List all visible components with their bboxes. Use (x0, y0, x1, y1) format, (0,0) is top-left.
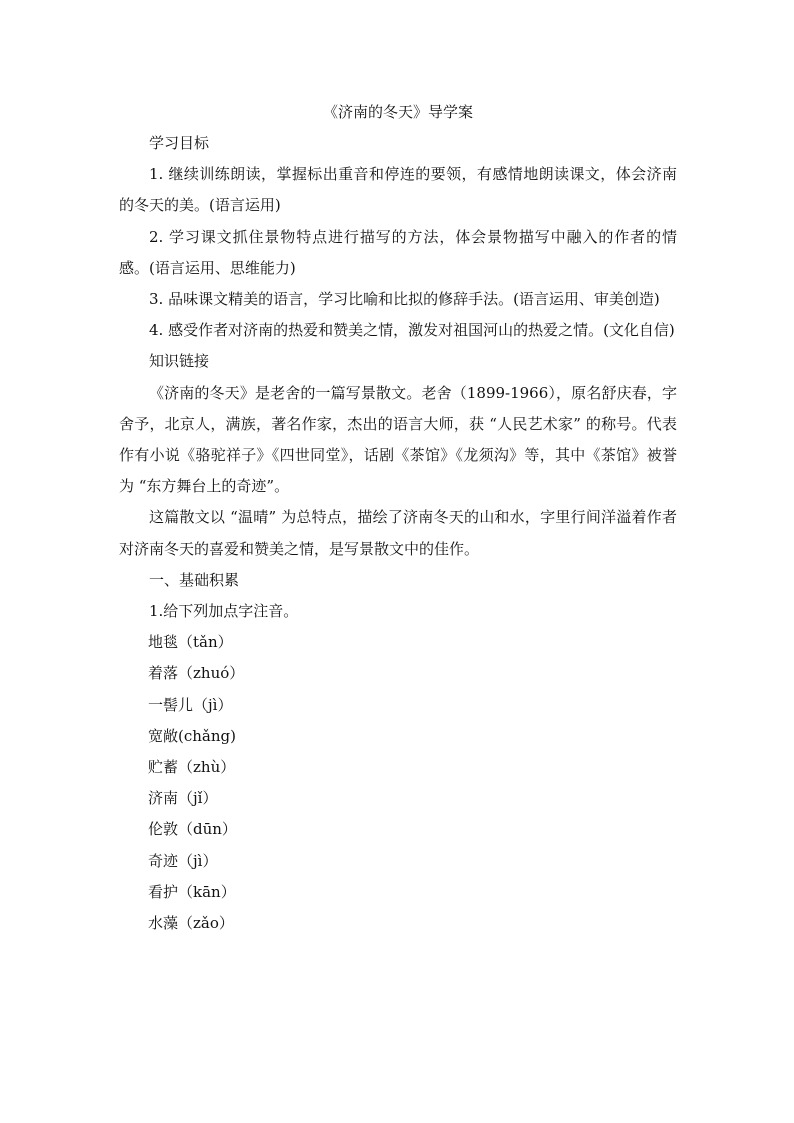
knowledge-heading: 知识链接 (149, 352, 210, 371)
objective-item-2: 2. 学习课文抓住景物特点进行描写的方法，体会景物描写中融入的作者的情感。(语言运用、思维能力) (119, 227, 677, 277)
vocab-item: 看护（kān） (148, 882, 236, 901)
section-heading-basics: 一、基础积累 (149, 570, 240, 589)
question-1: 1.给下列加点字注音。 (149, 602, 299, 621)
objectives-heading: 学习目标 (149, 134, 210, 152)
vocab-item: 着落（zhuó） (148, 664, 245, 683)
vocab-item: 贮蓄（zhù） (148, 758, 236, 777)
knowledge-paragraph-1: 《济南的冬天》是老舍的一篇写景散文。老舍（1899-1966），原名舒庆春，字舍予，北京人，满族，著名作家，杰出的语言大师，获 “人民艺术家” 的称号。代表作有小说《骆驼祥子》《四世同堂》，话剧《茶馆》《龙须沟》等，其中《茶馆》被誉为 “东方舞台上的奇迹”。 (119, 383, 677, 496)
objective-item-3: 3. 品味课文精美的语言，学习比喻和比拟的修辞手法。(语言运用、审美创造) (149, 290, 660, 309)
vocab-item: 宽敞(chǎng) (148, 726, 236, 745)
vocab-item: 地毯（tǎn） (148, 633, 233, 652)
document-page (119, 97, 677, 939)
objective-item-4: 4. 感受作者对济南的热爱和赞美之情，激发对祖国河山的热爱之情。(文化自信) (149, 321, 675, 340)
vocab-item: 水藻（zǎo） (148, 914, 234, 933)
vocab-item: 奇迹（jì） (148, 851, 218, 870)
vocab-item: 济南（jǐ） (148, 789, 218, 808)
vocab-item: 伦敦（dūn） (148, 820, 237, 839)
knowledge-paragraph-2: 这篇散文以 “温晴” 为总特点，描绘了济南冬天的山和水，字里行间洋溢着作者对济南冬天的喜爱和赞美之情，是写景散文中的佳作。 (119, 508, 677, 558)
objective-item-1: 1. 继续训练朗读，掌握标出重音和停连的要领，有感情地朗读课文，体会济南的冬天的美。(语言运用) (119, 165, 677, 215)
vocab-item: 一髻儿（jì） (148, 695, 233, 714)
document-title: 《济南的冬天》导学案 (322, 103, 473, 121)
vocab-list (119, 627, 677, 939)
